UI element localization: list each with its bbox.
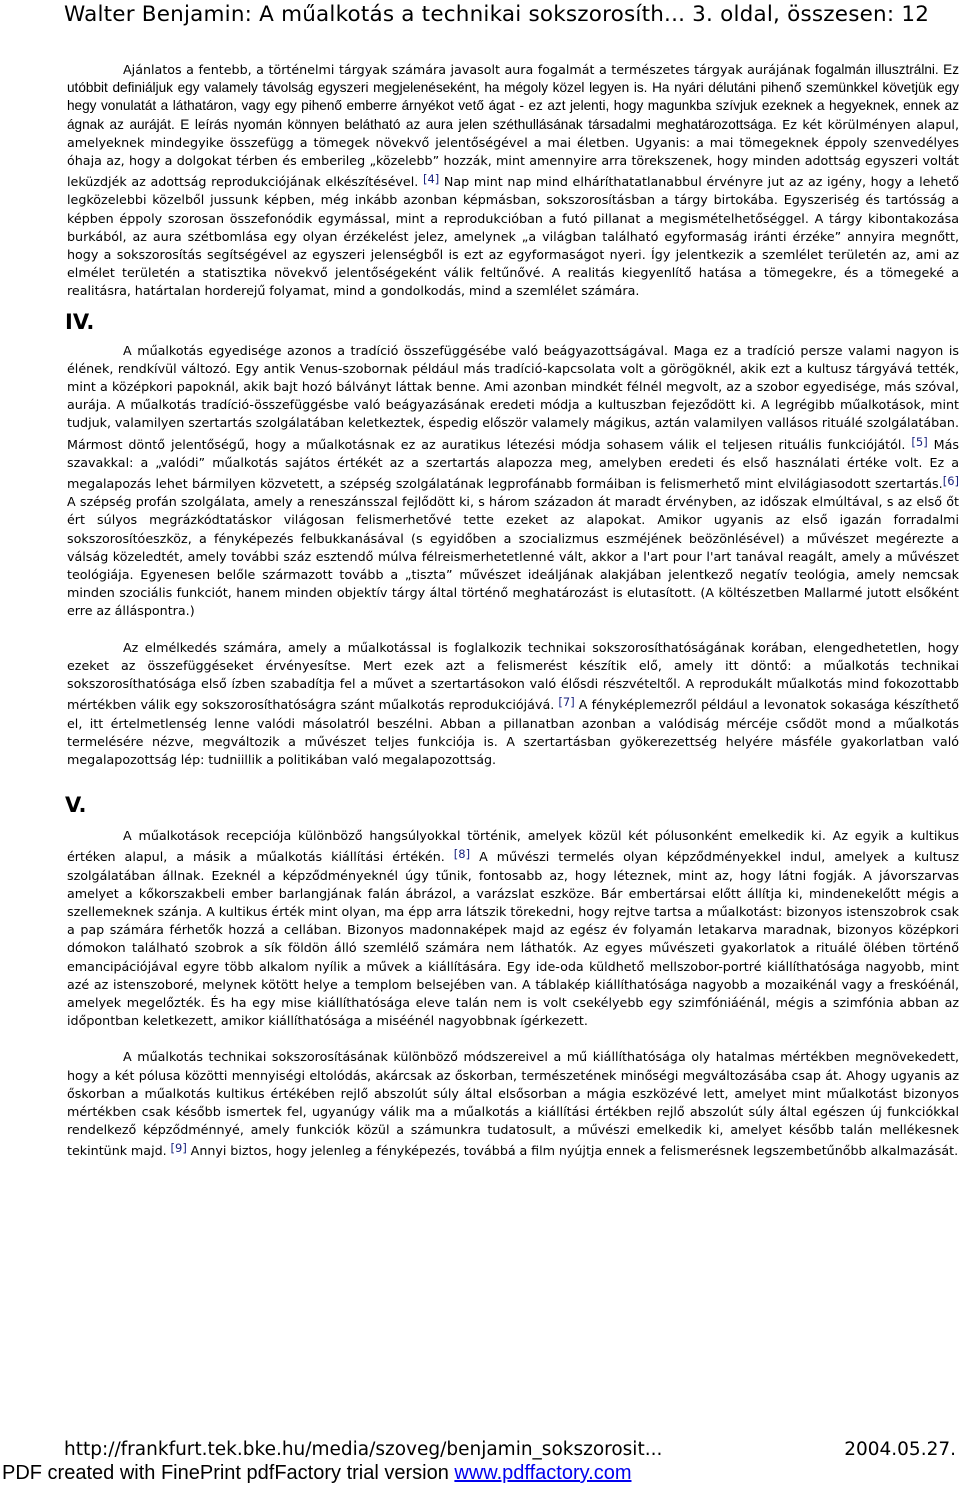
pdf-notice-text: PDF created with FinePrint pdfFactory trial version bbox=[2, 1462, 455, 1484]
paragraph-text: A műalkotások recepciója különböző hangsúlyokkal történik, amelyek közül két pólusonként emelkedik ki. Az egyik a kultikus értéken alapul, a másik a műalkotás kiállítási értékén. bbox=[67, 828, 959, 865]
paragraph-text: A szépség profán szolgálata, amely a reneszánsszal fejlődött ki, s három századon át maradt érvényben, az időszak elmúltával, s az első őt ért súlyos megrázkódtatáskor világosan felismerhetővé tette ezeket az alapokat. Amikor ugyanis az első igazán forradalmi sokszorosítóeszköz, a fényképezés felbukkanásával (s egyidőben a szocializmus eszméjének beözönlésével) a művészet megérezte a válság közeledtét, amely további száz esztendő múlva félreismerhetetlenné vált, akkor a l'art pour l'art tanával reagált, amely a művészet teológiája. Egyenesen belőle származott tovább a „tiszta” művészet ideáljának alakjában jelentkező negatív teológia, amely nemcsak minden szociális funkciót, hanem minden objektív tárgy által történő meghatározást is elutasított. (A költészetben Mallarmé jutott elsőként erre az álláspontra.) bbox=[67, 494, 959, 619]
paragraph-text: Az elmélkedés számára, amely a műalkotással is foglalkozik technikai sokszorosíthatóságának korában, elengedhetetlen, hogy ezeket az összefüggéseket érvényesítse. Mert ezek azt a felismerést készítik elő, amely itt döntő: a műalkotás technikai sokszorosíthatósága első ízben szabadítja fel a művet a szertartásokon való élősdi részvételtől. A reprodukált műalkotás mind fokozottabb mértékben válik egy sokszorosíthatóságra szánt műalkotás reprodukciójává. bbox=[67, 639, 959, 713]
paragraph-text: A műalkotás technikai sokszorosításának különböző módszereivel a mű kiállíthatósága oly hatalmas mértékben megnövekedett, hogy a két pólusa közötti mennyiségi eltolódás, akárcsak az őskorban, természetének minőségi megváltozásába csap át. Ahogy ugyanis az őskorban a műalkotás kultikus értékében rejlő abszolút súly által elsősorban a mágia eszközévé lett, amelyet mint műalkotást bizonyos mértékben csak később ismertek fel, ugyanúgy válik ma a műalkotás a kiállítási értékben rejlő abszolút súly által egészen új funkciókkal rendelkező képződménnyé, amely funkciók közül a számunkra tudatosult, a művészi emelkedik ki, amelyet később talán mellékesnek tekintünk majd. bbox=[67, 1049, 959, 1159]
paragraph-text: Más szavakkal: a „valódi” műalkotás sajátos értékét az a szertartás alapozza meg, amelyben eredeti és első használati értéke volt. Ez a megalapozás lehet bármilyen közvetett, a szépség szolgálatának legprofánabb formáiban is felismerhető mint elvilágiasodott szertartás. bbox=[67, 436, 959, 492]
section-heading-iv: IV. bbox=[65, 309, 95, 334]
paragraph-text: Ajánlatos a fentebb, a történelmi tárgyak számára javasolt aura fogalmát a természetes tárgyak aurájának bbox=[123, 62, 815, 77]
section-heading-v: V. bbox=[65, 793, 87, 818]
paragraph-text: A műalkotás egyedisége azonos a tradíció összefüggésébe való beágyazottságával. Maga ez a tradíció persze valami nagyon is élének, rendkívül változó. Egy antik Venus-szobornak például más tradíció-kapcsolata volt a görögöknél, akik ezt a kultusz tárgyává tették, mint a középkori papoknál, akik bajt hozó bálványt láttak benne. Ami azonban mindkét félnél megvolt, az a szobor egyedisége, más szóval, aurája. A műalkotás tradíció-összefüggésbe való beágyazásának eredeti módja a kultuszban fejeződött ki. A legrégibb műalkotások, mint tudjuk, valamilyen szertartás szolgálatában keletkeztek, éspedig először valamely mágikus, aztán valamilyen vallásos rituálé szolgálatában. Mármost döntő jelentőségű, hogy a műalkotásnak ez az auratikus létezési módja sohasem válik el teljesen rituális funkciójától. bbox=[67, 342, 959, 452]
paragraph-reproducibility bbox=[67, 639, 959, 769]
paragraph-tradition bbox=[67, 342, 959, 621]
paragraph-aura bbox=[67, 61, 959, 301]
document-body bbox=[67, 61, 959, 1161]
footer-url: http://frankfurt.tek.bke.hu/media/szoveg/benjamin_sokszorosit... bbox=[64, 1439, 663, 1460]
footnote-link-4[interactable]: [4] bbox=[422, 172, 440, 187]
paragraph-text: A művészi termelés olyan képződményekkel indul, amelyek a kultusz szolgálatában állnak. Ezeknél a képződményeknél úgy tűnik, fontosabb az, hogy léteznek, mint az, hogy látni fogják. A jávorszarvas amelyet a kőkorszakbeli ember barlangjának falán ábrázol, a varázslat eszköze. Bár embertársai előtt állítja ki, mindenekelőtt mégis a szellemeknek szánja. A kultikus érték mint olyan, ma épp arra látszik törekedni, hogy rejtve tartsa a műalkotást: bizonyos istenszobrok csak a pap számára férhetők hozzá a cellában. Bizonyos madonnaképek majd az egész év folyamán letakarva maradnak, bizonyos középkori dómokon található szobrok a sík földön álló szemlélő számára nem láthatók. Az egyes művészeti gyakorlatok a rituálé ölében történő emancipációjával egyre több alkalom nyílik a művek a kiállítására. Egy ide-oda küldhető mellszobor-portré kiállíthatósága nagyobb, mint azé az istenszoboré, melynek kötött helye a templom belsejében van. A táblakép kiállíthatósága nagyobb a mozaikénál vagy a freskóénál, amelyek megelőzték. És ha egy mise kiállíthatósága eleve talán nem is volt csekélyebb egy szimfóniáénál, mégis a szimfónia abban az időpontban keletkezett, amikor kiállíthatósága a miséénél nagyobbnak ígérkezett. bbox=[67, 849, 959, 1029]
paragraph-text: Ez két körülményen alapul, amelyeknek mindegyike összefügg a tömegek növekvő jelentőségével a mai életben. bbox=[67, 116, 959, 150]
paragraph-exhibition bbox=[67, 1048, 959, 1160]
paragraph-text: Ugyanis: a mai tömegeknek éppoly szenvedélyes óhaja az, hogy a dolgokat térben és emberileg „közelebb” hozzák, mint amennyire arra törekszenek, hogy minden adottság egyszeri voltát leküzdjék az adottság reprodukciójának elkészítésével. bbox=[67, 134, 959, 190]
footnote-link-8[interactable]: [8] bbox=[453, 847, 471, 862]
paragraph-text: Nap mint nap mind elháríthatatlanabbul érvényre jut az az igény, hogy a lehető legközelebbi közelből jussunk képben, még inkább azonban képmásban, sokszorosításban a tárgy birtokába. Egyszeriség és tartósság a képben éppoly szorosan összefonódik egymással, mint a reprodukcióban a futó pillanat a megismételhetőséggel. A tárgy kibontakozása burkából, az aura szétbomlása egy olyan érzékelést jelez, amelynek „a világban található egyformaság iránti érzéke” annyira megnőtt, hogy a sokszorosítás segítségével az egyszeri jelenségből is ezt az egyformaságot nyeri. Így jelentkezik a szemlélet területén az, ami az elmélet területén a statisztika növekvő jelentőségeként válik feltűnővé. A realitás kiegyenlítő hatása a tömegekre, és a tömegeké a realitásra, határtalan horderejű folyamat, mind a gondolkodás, mind a szemlélet számára. bbox=[67, 174, 959, 299]
paragraph-reception bbox=[67, 827, 959, 1030]
paragraph-text: Annyi biztos, hogy jelenleg a fényképezés, továbbá a film nyújtja ennek a felismerésnek legszembetűnőbb alkalmazását. bbox=[186, 1143, 959, 1159]
paragraph-text: A fényképlemezről például a levonatok sokasága készíthető el, itt értelmetlenség lenne valódi másolatról beszélni. Abban a pillanatban azonban a valódiság mércéje csődöt mond a műalkotás termelésére nézve, megváltozik a művészet teljes funkciója is. A szertartásban gyökerezettség helyére másféle gyakorlatban való megalapozottság lép: tudniillik a politikában való megalapozottság. bbox=[67, 697, 959, 767]
footer-date: 2004.05.27. bbox=[844, 1439, 956, 1460]
footnote-link-7[interactable]: [7] bbox=[558, 695, 575, 710]
footnote-link-9[interactable]: [9] bbox=[170, 1141, 187, 1156]
pdf-factory-notice bbox=[2, 1462, 632, 1485]
paragraph-text: fogalmán illusztrálni. Ez utóbbit definiáljuk egy valamely távolság egyszeri megjelenéseként, ha mégoly közel legyen is. Ha nyári délutáni pihenő szemünkkel követjük egy hegy vonulatát a láthatáron, vagy egy pihenő emberre árnyékot vető ágat - ez azt jelenti, hogy magunkba szívjuk ezeknek a hegyeknek, ennek az ágnak az auráját. E leírás nyomán könnyen belátható az aura jelen széthullásának társadalmi meghatározottsága. bbox=[67, 62, 960, 132]
pdffactory-link[interactable]: www.pdffactory.com bbox=[454, 1462, 632, 1484]
footnote-link-5[interactable]: [5] bbox=[911, 434, 928, 449]
page-header-title: Walter Benjamin: A műalkotás a technikai sokszorosíth... 3. oldal, összesen: 12 bbox=[64, 2, 930, 27]
footnote-link-6[interactable]: [6] bbox=[942, 474, 959, 489]
